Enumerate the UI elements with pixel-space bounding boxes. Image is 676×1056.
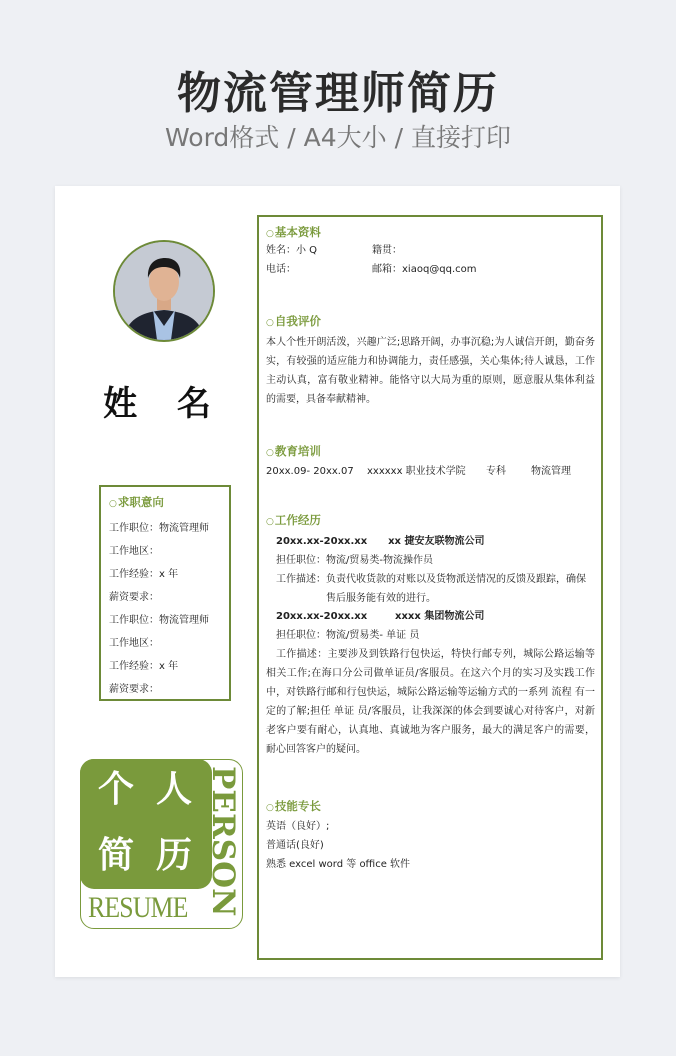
name-label: 姓名： [266,245,296,256]
phone-label: 电话： [266,264,296,275]
education-school: xxxxxx 职业技术学院 [367,466,466,477]
education-degree: 专科 [486,466,506,477]
logo-char: 人 [156,768,193,810]
job-intent-heading-text: 求职意向 [117,495,164,509]
logo-green-block [80,759,212,889]
logo-person-text: PERSON [205,766,241,917]
email-value: xiaoq@qq.com [402,264,477,275]
page-subtitle: Word格式 / A4大小 / 直接打印 [165,123,511,152]
job-description [266,570,595,608]
skills-heading [266,799,595,815]
intent-row: 工作经验：x 年 [109,569,179,580]
self-eval-heading-text: 自我评价 [274,314,321,328]
skill-item: 普通话(良好) [266,840,324,851]
work-heading-text: 工作经历 [274,513,321,527]
circle-bullet-icon: ○ [266,517,274,527]
logo-char: 个 [98,768,135,810]
job-position: 担任职位：物流/贸易类-物流操作员 [276,555,433,566]
education-heading-text: 教育培训 [274,444,321,458]
candidate-name: 姓 名 [103,384,225,424]
education-period: 20xx.09- 20xx.07 [266,466,354,477]
logo-char: 历 [156,834,193,876]
job-header: 20xx.xx-20xx.xx xxxx 集团物流公司 [276,611,485,622]
education-major: 物流管理 [531,466,571,477]
name-field [266,241,372,260]
resume-sheet [55,186,620,977]
circle-bullet-icon: ○ [266,229,274,239]
intent-row: 薪资要求： [109,592,159,603]
work-heading [266,513,595,529]
circle-bullet-icon: ○ [266,318,274,328]
skill-item: 英语（良好）; [266,821,330,832]
job-header: 20xx.xx-20xx.xx xx 捷安友联物流公司 [276,536,485,547]
circle-bullet-icon: ○ [266,803,274,813]
page-title: 物流管理师简历 [177,68,499,119]
job-description: 工作描述：主要涉及到铁路行包快运，特快行邮专列，城际公路运输等相关工作;在海口分公司做单证员/客服员。在这六个月的实习及实践工作中，对铁路行邮和行包快运，城际公路运输等运输方式的一系列 流程 有一定的了解;担任 单证 员/客服员，让我深深的体会到要诚心对待客户，对新老客户要有耐心，认真地、真诚地为客户服务，最大的满足客户的需要，耐心回答客户的疑问。 [266,649,595,755]
basic-row-contact [266,260,595,279]
email-label: 邮箱： [372,264,402,275]
basic-info-heading-text: 基本资料 [274,225,321,239]
name-value: 小 Q [296,245,318,256]
personal-resume-logo [80,759,243,929]
self-eval-heading [266,314,595,330]
job-desc-label: 工作描述： [276,574,326,585]
email-field [372,260,477,279]
education-row [266,462,595,481]
intent-row: 工作职位：物流管理师 [109,615,209,626]
main-content [257,215,603,960]
origin-label: 籍贯： [372,245,402,256]
profile-photo [113,240,215,342]
job-desc-text: 负责代收货款的对账以及货物派送情况的反馈及跟踪，确保售后服务能有效的进行。 [326,574,586,604]
intent-row: 工作经验：x 年 [109,661,179,672]
intent-row: 薪资要求： [109,684,159,695]
logo-char: 简 [98,834,135,876]
intent-row: 工作地区： [109,546,159,557]
skill-item: 熟悉 excel word 等 office 软件 [266,859,411,870]
job-intent-heading [109,495,229,511]
education-heading [266,444,595,460]
skills-heading-text: 技能专长 [274,799,321,813]
circle-bullet-icon: ○ [109,499,117,509]
self-eval-text: 本人个性开朗活泼，兴趣广泛;思路开阔，办事沉稳;为人诚信开朗，勤奋务实，有较强的适应能力和协调能力，责任感强，关心集体;待人诚恳，工作主动认真，富有敬业精神。能恪守以大局为重的原则，愿意服从集体利益的需要，具备奉献精神。 [266,337,595,405]
basic-info-heading [266,225,595,241]
circle-bullet-icon: ○ [266,448,274,458]
basic-row-name [266,241,595,260]
logo-resume-text: RESUME [88,891,188,924]
job-position: 担任职位：物流/贸易类- 单证 员 [276,630,420,641]
intent-row: 工作职位：物流管理师 [109,523,209,534]
job-intent-section [99,485,231,701]
intent-row: 工作地区： [109,638,159,649]
